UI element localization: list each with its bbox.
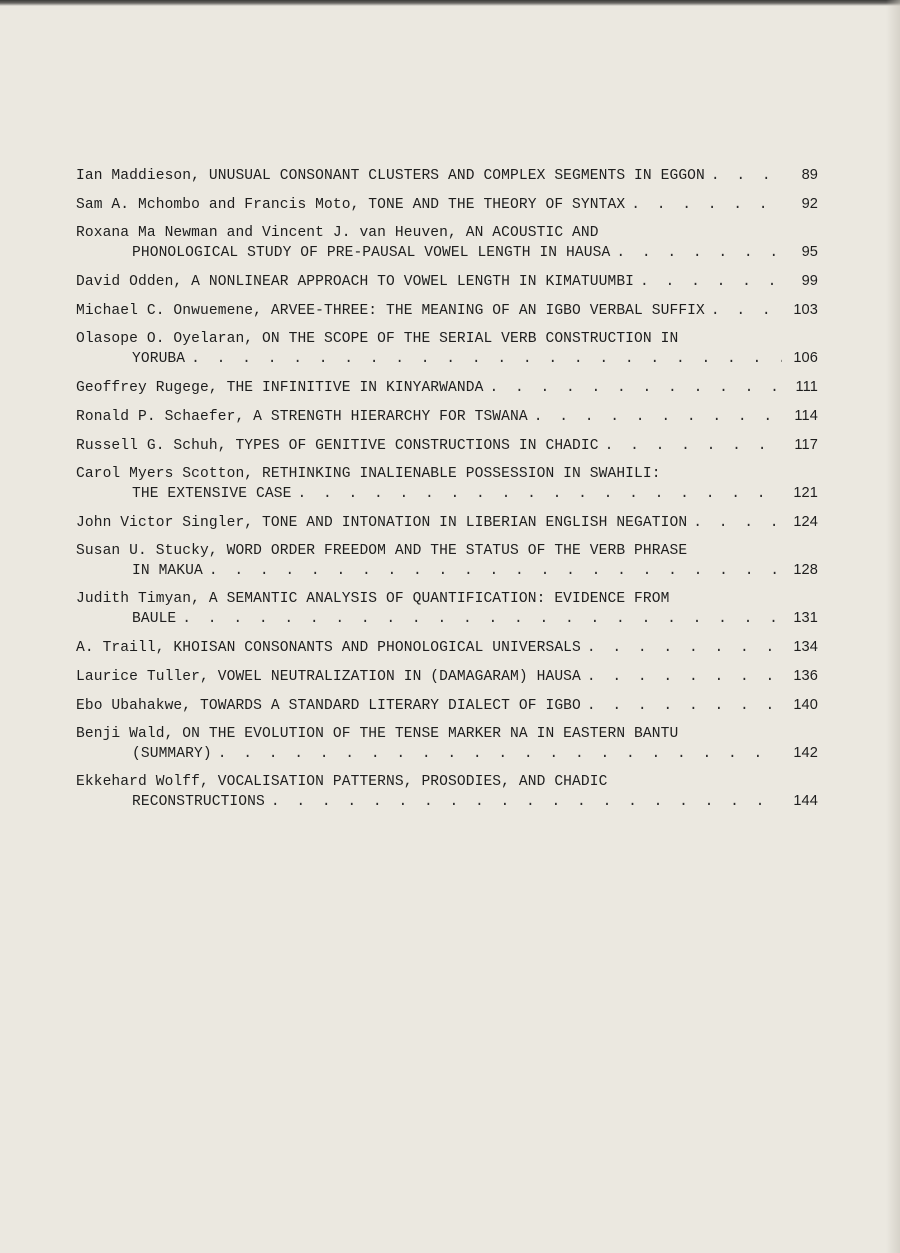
toc-entry (76, 638, 818, 657)
toc-dot-leader (297, 485, 782, 504)
toc-entry-title: THE EXTENSIVE CASE (132, 486, 292, 502)
toc-entry (76, 301, 818, 320)
toc-entry-title: RECONSTRUCTIONS (132, 794, 265, 810)
toc-entry-title: Laurice Tuller, VOWEL NEUTRALIZATION IN (DAMAGARAM) HAUSA (76, 669, 581, 685)
toc-page-number: 99 (801, 273, 818, 289)
toc-entry-title: David Odden, A NONLINEAR APPROACH TO VOWEL LENGTH IN KIMATUUMBI (76, 274, 635, 290)
toc-entry-title-line (76, 513, 818, 532)
toc-entry-title-line (76, 667, 818, 686)
toc-entry-continuation-line (76, 561, 818, 580)
toc-entry (76, 407, 818, 426)
toc-dot-leader (631, 196, 782, 215)
toc-entry-continuation-line (76, 243, 818, 262)
toc-entry-title-line (76, 272, 818, 291)
toc-entry-title: IN MAKUA (132, 563, 203, 579)
toc-entry-title-line (76, 542, 818, 561)
toc-entry-title: PHONOLOGICAL STUDY OF PRE-PAUSAL VOWEL LENGTH IN HAUSA (132, 245, 611, 261)
toc-entry-title: Judith Timyan, A SEMANTIC ANALYSIS OF QUANTIFICATION: EVIDENCE FROM (76, 591, 670, 607)
toc-entry-title-line (76, 696, 818, 715)
toc-entry-title-line (76, 436, 818, 455)
toc-entry-continuation-line (76, 744, 818, 763)
toc-dot-leader (209, 562, 782, 581)
toc-entry-title-line (76, 638, 818, 657)
toc-entry (76, 667, 818, 686)
toc-page-number: 131 (793, 610, 818, 626)
toc-dot-leader (587, 668, 782, 687)
toc-entry-title-line (76, 725, 818, 744)
toc-entry-title-line (76, 465, 818, 484)
toc-entry-continuation-line (76, 349, 818, 368)
toc-page-number: 111 (795, 379, 818, 395)
table-of-contents (76, 166, 818, 811)
toc-entry-title: Ian Maddieson, UNUSUAL CONSONANT CLUSTERS AND COMPLEX SEGMENTS IN EGGON (76, 168, 705, 184)
toc-dot-leader (693, 514, 782, 533)
toc-page-number: 140 (793, 697, 818, 713)
toc-page-number: 121 (793, 485, 818, 501)
toc-entry-title: Susan U. Stucky, WORD ORDER FREEDOM AND THE STATUS OF THE VERB PHRASE (76, 543, 688, 559)
toc-entry-title: John Victor Singler, TONE AND INTONATION IN LIBERIAN ENGLISH NEGATION (76, 515, 688, 531)
toc-entry-continuation-line (76, 609, 818, 628)
toc-entry (76, 436, 818, 455)
toc-entry-title-line (76, 407, 818, 426)
toc-dot-leader (587, 697, 782, 716)
toc-page-number: 106 (793, 350, 818, 366)
toc-entry-title: YORUBA (132, 351, 186, 367)
toc-dot-leader (711, 302, 782, 321)
toc-entry-title: Russell G. Schuh, TYPES OF GENITIVE CONSTRUCTIONS IN CHADIC (76, 438, 599, 454)
toc-entry-title-line (76, 378, 818, 397)
toc-dot-leader (271, 793, 782, 812)
toc-dot-leader (587, 639, 782, 658)
toc-entry (76, 542, 818, 580)
toc-entry (76, 378, 818, 397)
toc-entry-title: BAULE (132, 611, 177, 627)
toc-entry-title: Sam A. Mchombo and Francis Moto, TONE AND THE THEORY OF SYNTAX (76, 197, 626, 213)
toc-entry (76, 590, 818, 628)
toc-entry-title-line (76, 224, 818, 243)
toc-page-number: 142 (793, 745, 818, 761)
toc-entry-title: (SUMMARY) (132, 746, 212, 762)
toc-page-number: 136 (793, 668, 818, 684)
toc-entry-title: Olasope O. Oyelaran, ON THE SCOPE OF THE SERIAL VERB CONSTRUCTION IN (76, 331, 679, 347)
toc-entry-title-line (76, 301, 818, 320)
toc-entry-title: Ebo Ubahakwe, TOWARDS A STANDARD LITERARY DIALECT OF IGBO (76, 698, 581, 714)
toc-dot-leader (616, 244, 782, 263)
toc-entry (76, 195, 818, 214)
toc-dot-leader (605, 437, 782, 456)
toc-page-number: 114 (794, 408, 818, 424)
toc-entry-title: Benji Wald, ON THE EVOLUTION OF THE TENSE MARKER NA IN EASTERN BANTU (76, 726, 679, 742)
toc-page-number: 134 (793, 639, 818, 655)
toc-dot-leader (182, 610, 782, 629)
toc-page-number: 124 (793, 514, 818, 530)
toc-dot-leader (534, 408, 782, 427)
toc-entry (76, 696, 818, 715)
toc-entry (76, 513, 818, 532)
toc-entry (76, 773, 818, 811)
toc-entry-continuation-line (76, 484, 818, 503)
toc-entry-title: A. Traill, KHOISAN CONSONANTS AND PHONOLOGICAL UNIVERSALS (76, 640, 581, 656)
toc-entry-title-line (76, 195, 818, 214)
toc-entry-continuation-line (76, 792, 818, 811)
toc-entry-title-line (76, 773, 818, 792)
toc-page-number: 95 (801, 244, 818, 260)
toc-page-number: 103 (793, 302, 818, 318)
toc-entry (76, 465, 818, 503)
toc-entry-title: Ekkehard Wolff, VOCALISATION PATTERNS, PROSODIES, AND CHADIC (76, 774, 608, 790)
toc-entry-title-line (76, 590, 818, 609)
toc-dot-leader (711, 167, 782, 186)
toc-dot-leader (191, 350, 782, 369)
toc-entry (76, 330, 818, 368)
page-right-edge (886, 0, 900, 1253)
toc-entry-title: Michael C. Onwuemene, ARVEE-THREE: THE MEANING OF AN IGBO VERBAL SUFFIX (76, 303, 705, 319)
toc-entry (76, 272, 818, 291)
toc-page-number: 144 (793, 793, 818, 809)
toc-entry-title: Geoffrey Rugege, THE INFINITIVE IN KINYARWANDA (76, 380, 484, 396)
toc-entry-title: Roxana Ma Newman and Vincent J. van Heuven, AN ACOUSTIC AND (76, 225, 599, 241)
toc-page-number: 89 (801, 167, 818, 183)
page-top-edge (0, 0, 900, 6)
toc-entry-title-line (76, 330, 818, 349)
toc-dot-leader (489, 379, 782, 398)
toc-entry (76, 166, 818, 185)
toc-entry (76, 725, 818, 763)
toc-dot-leader (218, 745, 782, 764)
toc-entry-title: Ronald P. Schaefer, A STRENGTH HIERARCHY FOR TSWANA (76, 409, 528, 425)
toc-page-number: 92 (801, 196, 818, 212)
toc-page-number: 128 (793, 562, 818, 578)
toc-page-number: 117 (794, 437, 818, 453)
toc-entry-title: Carol Myers Scotton, RETHINKING INALIENABLE POSSESSION IN SWAHILI: (76, 466, 661, 482)
toc-dot-leader (640, 273, 782, 292)
toc-entry-title-line (76, 166, 818, 185)
toc-entry (76, 224, 818, 262)
